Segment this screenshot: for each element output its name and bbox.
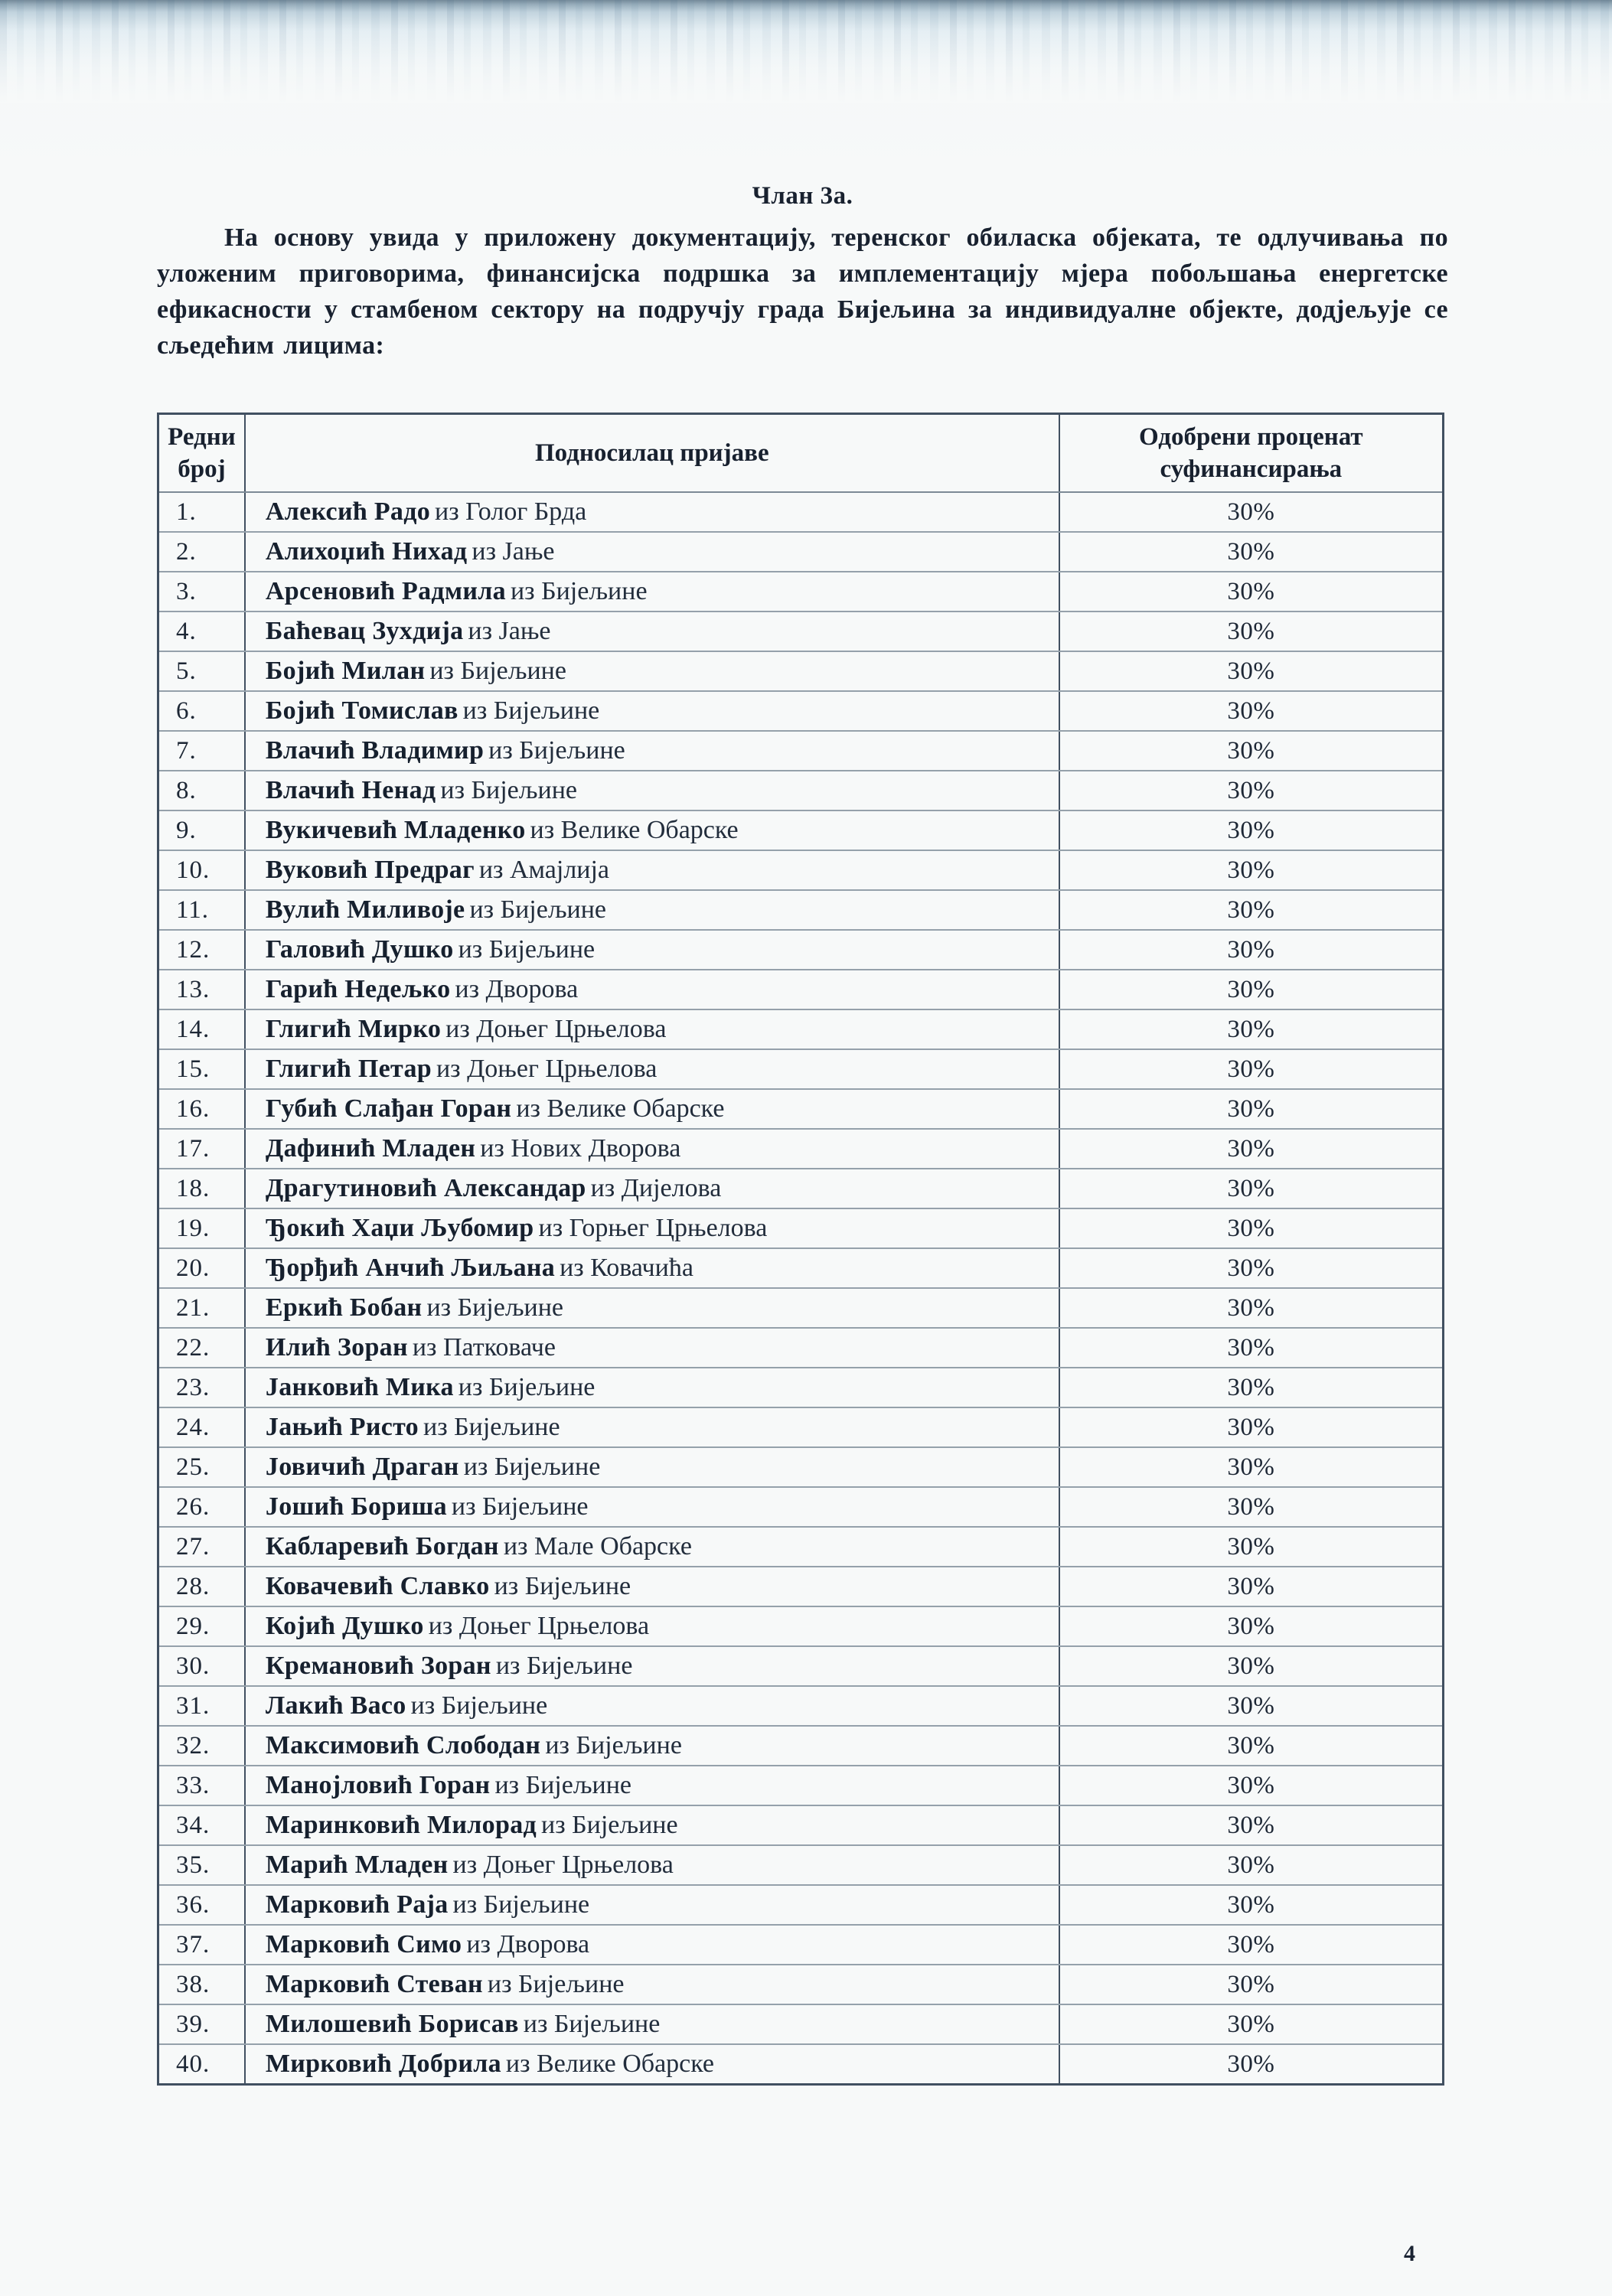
- table-row: [158, 1049, 1444, 1089]
- applicant-cell: [245, 1407, 1059, 1447]
- applicant-place: из Бијељине: [462, 696, 600, 725]
- percent-cell: 30%: [1059, 492, 1444, 532]
- applicant-name: Марковић Симо: [265, 1930, 462, 1958]
- column-header-approved-percent: Одобрени проценат суфинансирања: [1059, 414, 1444, 493]
- article-heading: Члан 3а.: [752, 182, 853, 210]
- row-number-cell: 40.: [158, 2044, 245, 2085]
- row-number-cell: 3.: [158, 572, 245, 612]
- row-number-cell: 2.: [158, 532, 245, 572]
- table-row: [158, 1965, 1444, 2004]
- applicant-cell: [245, 1169, 1059, 1208]
- applicant-cell: [245, 1726, 1059, 1766]
- applicant-place: из Бијељине: [410, 1691, 548, 1720]
- applicant-name: Влачић Владимир: [265, 736, 485, 765]
- applicant-place: из Бијељине: [487, 1970, 625, 1998]
- percent-cell: 30%: [1059, 1726, 1444, 1766]
- applicant-cell: [245, 1925, 1059, 1965]
- applicant-cell: [245, 1646, 1059, 1686]
- applicant-name: Кабларевић Богдан: [265, 1532, 499, 1561]
- percent-cell: 30%: [1059, 1845, 1444, 1885]
- row-number-cell: 1.: [158, 492, 245, 532]
- applicant-place: из Велике Обарске: [516, 1094, 725, 1123]
- row-number-cell: 11.: [158, 890, 245, 930]
- applicant-cell: [245, 2004, 1059, 2044]
- percent-cell: 30%: [1059, 2004, 1444, 2044]
- percent-cell: 30%: [1059, 1049, 1444, 1089]
- table-row: [158, 1407, 1444, 1447]
- row-number-cell: 13.: [158, 970, 245, 1009]
- percent-cell: 30%: [1059, 1208, 1444, 1248]
- column-header-applicant: Подносилац пријаве: [245, 414, 1059, 493]
- row-number-cell: 38.: [158, 1965, 245, 2004]
- applicant-place: из Амајлија: [478, 856, 610, 884]
- applicant-cell: [245, 1845, 1059, 1885]
- applicant-place: из Бијељине: [541, 1811, 678, 1839]
- applicant-cell: [245, 1527, 1059, 1567]
- applicant-name: Бојић Милан: [265, 657, 426, 685]
- applicant-place: из Мале Обарске: [503, 1532, 692, 1561]
- percent-cell: 30%: [1059, 1885, 1444, 1925]
- applicant-name: Глигић Петар: [265, 1055, 432, 1083]
- table-row: [158, 1328, 1444, 1368]
- row-number-cell: 25.: [158, 1447, 245, 1487]
- row-number-cell: 6.: [158, 691, 245, 731]
- table-row: [158, 651, 1444, 691]
- table-row: [158, 1766, 1444, 1805]
- row-number-cell: 34.: [158, 1805, 245, 1845]
- page-number: 4: [1404, 2241, 1415, 2266]
- percent-cell: 30%: [1059, 1965, 1444, 2004]
- percent-cell: 30%: [1059, 1487, 1444, 1527]
- applicant-place: из Бијељине: [458, 935, 596, 964]
- applicant-cell: [245, 492, 1059, 532]
- applicant-place: из Доњег Црњелова: [428, 1612, 650, 1640]
- table-row: [158, 1129, 1444, 1169]
- applicant-cell: [245, 2044, 1059, 2085]
- applicant-name: Јанковић Мика: [265, 1373, 454, 1401]
- applicant-name: Арсеновић Радмила: [265, 577, 506, 605]
- applicant-cell: [245, 1686, 1059, 1726]
- applicant-place: из Јање: [468, 617, 551, 645]
- applicant-cell: [245, 612, 1059, 651]
- table-row: [158, 1726, 1444, 1766]
- applicant-name: Јошић Бориша: [265, 1492, 447, 1521]
- applicant-cell: [245, 1049, 1059, 1089]
- percent-cell: 30%: [1059, 1129, 1444, 1169]
- row-number-cell: 16.: [158, 1089, 245, 1129]
- applicant-place: из Бијељине: [494, 1771, 632, 1799]
- applicant-name: Илић Зоран: [265, 1333, 408, 1362]
- table-row: [158, 691, 1444, 731]
- applicant-place: из Дворова: [466, 1930, 590, 1958]
- applicant-name: Марковић Раја: [265, 1890, 449, 1919]
- table-row: [158, 612, 1444, 651]
- row-number-cell: 19.: [158, 1208, 245, 1248]
- applicant-place: из Дијелова: [590, 1174, 722, 1202]
- applicant-cell: [245, 1606, 1059, 1646]
- applicant-place: из Бијељине: [423, 1413, 560, 1441]
- applicant-cell: [245, 850, 1059, 890]
- row-number-cell: 5.: [158, 651, 245, 691]
- applicant-place: из Голог Брда: [435, 497, 587, 526]
- table-row: [158, 1925, 1444, 1965]
- percent-cell: 30%: [1059, 1328, 1444, 1368]
- percent-cell: 30%: [1059, 612, 1444, 651]
- applicant-cell: [245, 572, 1059, 612]
- applicant-cell: [245, 1805, 1059, 1845]
- applicant-place: из Бијељине: [488, 736, 625, 765]
- applicant-cell: [245, 532, 1059, 572]
- applicant-name: Ковачевић Славко: [265, 1572, 490, 1600]
- applicant-name: Ђокић Хаџи Љубомир: [265, 1214, 534, 1242]
- table-row: [158, 850, 1444, 890]
- percent-cell: 30%: [1059, 1646, 1444, 1686]
- row-number-cell: 15.: [158, 1049, 245, 1089]
- applicant-name: Влачић Ненад: [265, 776, 436, 804]
- applicant-place: из Бијељине: [463, 1453, 601, 1481]
- table-row: [158, 731, 1444, 771]
- percent-cell: 30%: [1059, 1805, 1444, 1845]
- row-number-cell: 32.: [158, 1726, 245, 1766]
- percent-cell: 30%: [1059, 930, 1444, 970]
- row-number-cell: 9.: [158, 810, 245, 850]
- percent-cell: 30%: [1059, 890, 1444, 930]
- row-number-cell: 10.: [158, 850, 245, 890]
- table-row: [158, 1646, 1444, 1686]
- row-number-cell: 30.: [158, 1646, 245, 1686]
- applicant-name: Глигић Мирко: [265, 1015, 442, 1043]
- percent-cell: 30%: [1059, 1169, 1444, 1208]
- applicant-cell: [245, 1328, 1059, 1368]
- row-number-cell: 20.: [158, 1248, 245, 1288]
- table-row: [158, 930, 1444, 970]
- applicant-cell: [245, 651, 1059, 691]
- percent-cell: 30%: [1059, 1009, 1444, 1049]
- applicant-cell: [245, 1009, 1059, 1049]
- applicant-name: Којић Душко: [265, 1612, 424, 1640]
- applicant-name: Вулић Миливоје: [265, 895, 465, 924]
- percent-cell: 30%: [1059, 810, 1444, 850]
- applicant-cell: [245, 1487, 1059, 1527]
- applicant-cell: [245, 810, 1059, 850]
- percent-cell: 30%: [1059, 532, 1444, 572]
- table-row: [158, 1009, 1444, 1049]
- applicant-name: Вуковић Предраг: [265, 856, 475, 884]
- table-row: [158, 2004, 1444, 2044]
- applicant-cell: [245, 731, 1059, 771]
- applicant-name: Јањић Ристо: [265, 1413, 419, 1441]
- percent-cell: 30%: [1059, 850, 1444, 890]
- table-row: [158, 1606, 1444, 1646]
- applicant-place: из Бијељине: [523, 2010, 661, 2038]
- applicant-name: Марић Младен: [265, 1851, 449, 1879]
- applicant-place: из Патковаче: [412, 1333, 556, 1362]
- document-content: [157, 182, 1448, 2086]
- applicant-name: Дафинић Младен: [265, 1134, 476, 1163]
- row-number-cell: 17.: [158, 1129, 245, 1169]
- row-number-cell: 4.: [158, 612, 245, 651]
- applicant-cell: [245, 1965, 1059, 2004]
- applicant-cell: [245, 1567, 1059, 1606]
- percent-cell: 30%: [1059, 1288, 1444, 1328]
- percent-cell: 30%: [1059, 572, 1444, 612]
- row-number-cell: 29.: [158, 1606, 245, 1646]
- row-number-cell: 26.: [158, 1487, 245, 1527]
- applicant-name: Манојловић Горан: [265, 1771, 491, 1799]
- applicant-name: Губић Слађан Горан: [265, 1094, 512, 1123]
- applicant-place: из Доњег Црњелова: [436, 1055, 658, 1083]
- table-row: [158, 1885, 1444, 1925]
- applicant-place: из Доњег Црњелова: [452, 1851, 674, 1879]
- percent-cell: 30%: [1059, 2044, 1444, 2085]
- applicant-cell: [245, 970, 1059, 1009]
- applicant-place: из Бијељине: [426, 1293, 564, 1322]
- percent-cell: 30%: [1059, 1248, 1444, 1288]
- percent-cell: 30%: [1059, 1089, 1444, 1129]
- table-row: [158, 1368, 1444, 1407]
- applicant-cell: [245, 930, 1059, 970]
- applicant-place: из Велике Обарске: [505, 2050, 715, 2078]
- table-row: [158, 1567, 1444, 1606]
- applicant-name: Еркић Бобан: [265, 1293, 423, 1322]
- table-row: [158, 532, 1444, 572]
- table-row: [158, 1208, 1444, 1248]
- table-row: [158, 492, 1444, 532]
- row-number-cell: 35.: [158, 1845, 245, 1885]
- row-number-cell: 28.: [158, 1567, 245, 1606]
- table-row: [158, 2044, 1444, 2085]
- applicant-cell: [245, 1288, 1059, 1328]
- row-number-cell: 14.: [158, 1009, 245, 1049]
- applicant-name: Драгутиновић Александар: [265, 1174, 586, 1202]
- applicant-name: Мирковић Добрила: [265, 2050, 501, 2078]
- applicant-place: из Бијељине: [469, 895, 607, 924]
- applicant-place: из Бијељине: [451, 1492, 589, 1521]
- table-row: [158, 970, 1444, 1009]
- applicant-cell: [245, 691, 1059, 731]
- applicant-cell: [245, 771, 1059, 810]
- percent-cell: 30%: [1059, 1686, 1444, 1726]
- table-row: [158, 810, 1444, 850]
- applicant-name: Марковић Стеван: [265, 1970, 483, 1998]
- applicant-cell: [245, 1129, 1059, 1169]
- row-number-cell: 39.: [158, 2004, 245, 2044]
- applicant-name: Галовић Душко: [265, 935, 454, 964]
- applicants-table: [157, 413, 1444, 2086]
- applicant-place: из Нових Дворова: [480, 1134, 681, 1163]
- table-row: [158, 1805, 1444, 1845]
- applicant-place: из Велике Обарске: [530, 816, 739, 844]
- row-number-cell: 7.: [158, 731, 245, 771]
- percent-cell: 30%: [1059, 1368, 1444, 1407]
- applicant-name: Вукичевић Младенко: [265, 816, 526, 844]
- applicant-cell: [245, 1089, 1059, 1129]
- row-number-cell: 8.: [158, 771, 245, 810]
- applicant-cell: [245, 890, 1059, 930]
- percent-cell: 30%: [1059, 1447, 1444, 1487]
- applicant-name: Кремановић Зоран: [265, 1652, 491, 1680]
- percent-cell: 30%: [1059, 1527, 1444, 1567]
- percent-cell: 30%: [1059, 651, 1444, 691]
- table-row: [158, 1169, 1444, 1208]
- applicant-place: из Бијељине: [452, 1890, 590, 1919]
- percent-cell: 30%: [1059, 1766, 1444, 1805]
- applicant-place: из Доњег Црњелова: [445, 1015, 667, 1043]
- table-row: [158, 1447, 1444, 1487]
- row-number-cell: 24.: [158, 1407, 245, 1447]
- applicant-name: Лакић Васо: [265, 1691, 406, 1720]
- applicant-place: из Бијељине: [510, 577, 648, 605]
- percent-cell: 30%: [1059, 691, 1444, 731]
- applicant-place: из Бијељине: [440, 776, 577, 804]
- applicant-name: Јовичић Драган: [265, 1453, 459, 1481]
- row-number-cell: 27.: [158, 1527, 245, 1567]
- row-number-cell: 21.: [158, 1288, 245, 1328]
- table-row: [158, 1487, 1444, 1527]
- table-row: [158, 1845, 1444, 1885]
- applicant-name: Алексић Радо: [265, 497, 431, 526]
- table-header-row: [158, 414, 1444, 493]
- applicants-table-body: [158, 492, 1444, 2085]
- applicant-place: из Бијељине: [494, 1572, 631, 1600]
- percent-cell: 30%: [1059, 771, 1444, 810]
- applicant-name: Гарић Недељко: [265, 975, 451, 1003]
- row-number-cell: 23.: [158, 1368, 245, 1407]
- applicant-name: Ђорђић Анчић Љиљана: [265, 1254, 556, 1282]
- applicant-place: из Горњег Црњелова: [538, 1214, 768, 1242]
- applicant-name: Бојић Томислав: [265, 696, 458, 725]
- applicant-place: из Бијељине: [429, 657, 566, 685]
- applicant-place: из Бијељине: [458, 1373, 596, 1401]
- percent-cell: 30%: [1059, 1606, 1444, 1646]
- applicant-cell: [245, 1766, 1059, 1805]
- applicant-cell: [245, 1368, 1059, 1407]
- applicant-place: из Ковачића: [560, 1254, 693, 1282]
- row-number-cell: 22.: [158, 1328, 245, 1368]
- table-row: [158, 1686, 1444, 1726]
- row-number-cell: 12.: [158, 930, 245, 970]
- table-row: [158, 890, 1444, 930]
- table-row: [158, 572, 1444, 612]
- applicant-name: Баћевац Зухдија: [265, 617, 464, 645]
- intro-paragraph: На основу увида у приложену документацију, теренског обиласка објеката, те одлучивања по уложеним приговорима, финансијска подршка за имплементацију мјера побољшања енергетске ефикасности у стамбеном сектору на подручју града Бијељина за индивидуалне објекте, додјељује се сљедећим лицима:: [157, 223, 1448, 360]
- applicant-place: из Дворова: [455, 975, 579, 1003]
- percent-cell: 30%: [1059, 1925, 1444, 1965]
- applicant-name: Маринковић Милорад: [265, 1811, 537, 1839]
- row-number-cell: 37.: [158, 1925, 245, 1965]
- percent-cell: 30%: [1059, 970, 1444, 1009]
- table-row: [158, 1527, 1444, 1567]
- percent-cell: 30%: [1059, 731, 1444, 771]
- applicant-place: из Бијељине: [545, 1731, 682, 1760]
- applicant-cell: [245, 1208, 1059, 1248]
- column-header-ordinal-number: Редни број: [158, 414, 245, 493]
- scan-artifact-top-band: [0, 0, 1612, 103]
- applicant-cell: [245, 1447, 1059, 1487]
- row-number-cell: 31.: [158, 1686, 245, 1726]
- row-number-cell: 18.: [158, 1169, 245, 1208]
- applicant-cell: [245, 1885, 1059, 1925]
- applicant-name: Милошевић Борисав: [265, 2010, 519, 2038]
- applicant-place: из Бијељине: [495, 1652, 633, 1680]
- table-row: [158, 771, 1444, 810]
- applicant-cell: [245, 1248, 1059, 1288]
- applicant-place: из Јање: [472, 537, 555, 566]
- percent-cell: 30%: [1059, 1567, 1444, 1606]
- row-number-cell: 36.: [158, 1885, 245, 1925]
- applicant-name: Максимовић Слободан: [265, 1731, 541, 1760]
- applicant-name: Алихоџић Нихад: [265, 537, 468, 566]
- table-row: [158, 1248, 1444, 1288]
- percent-cell: 30%: [1059, 1407, 1444, 1447]
- table-row: [158, 1288, 1444, 1328]
- row-number-cell: 33.: [158, 1766, 245, 1805]
- table-row: [158, 1089, 1444, 1129]
